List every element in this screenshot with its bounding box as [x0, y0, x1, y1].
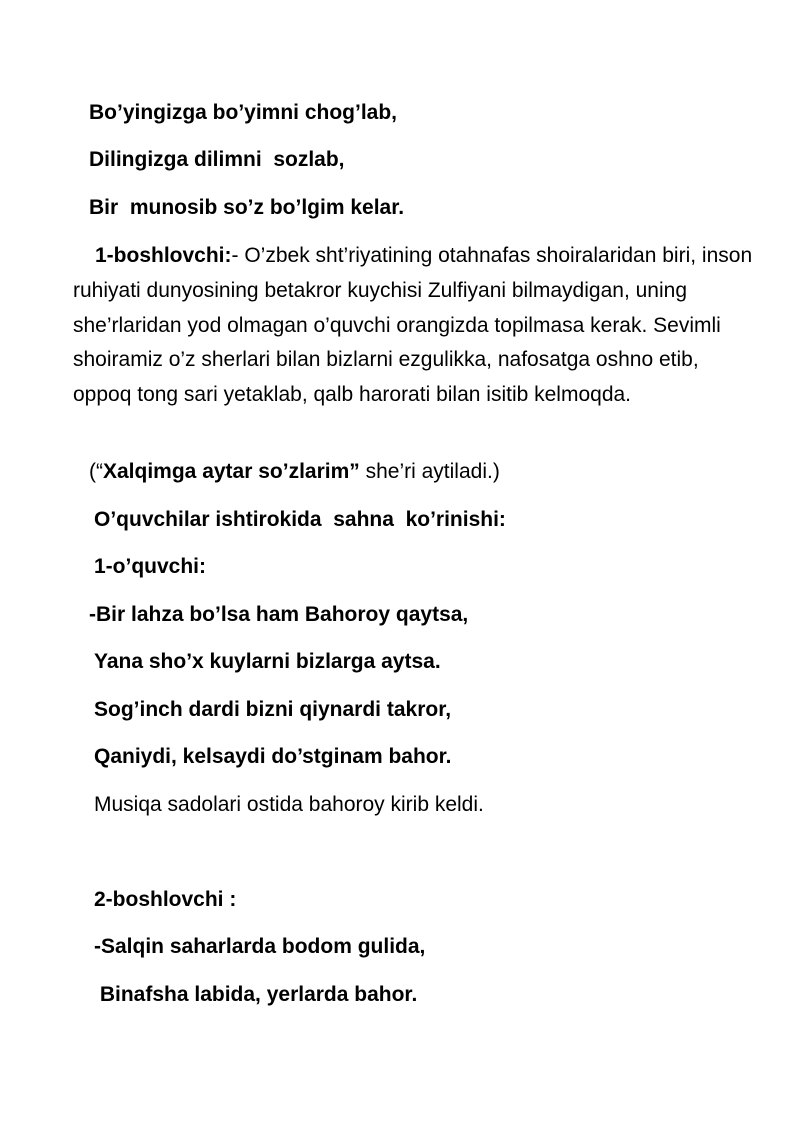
poem2-line-4: Qaniydi, kelsaydi do’stginam bahor.	[94, 745, 452, 768]
poem2-line-2: Yana sho’x kuylarni bizlarga aytsa.	[94, 650, 441, 673]
recital-note	[89, 458, 500, 486]
poem3-line-1: -Salqin saharlarda bodom gulida,	[94, 935, 426, 958]
scene-title: O’quvchilar ishtirokida sahna ko’rinishi:	[94, 508, 506, 531]
recital-rest: she’ri aytiladi.)	[359, 460, 500, 483]
poem2-line-3: Sog’inch dardi bizni qiynardi takror,	[94, 698, 452, 721]
speaker2-label: 2-boshlovchi :	[94, 888, 237, 911]
speech1-speaker: 1-boshlovchi:	[95, 244, 232, 267]
poem1-line-1: Bo’yingizga bo’yimni chog’lab,	[89, 101, 398, 124]
speech1-paragraph	[73, 239, 753, 413]
speech1-text: - O’zbek sht’riyatining otahnafas shoiralaridan biri, inson ruhiyati dunyosining betakror kuychisi Zulfiyani bilmaydigan, uning she’rlaridan yod olmagan o’quvchi orangizda topilmasa kerak. Sevimli shoiramiz o’z sherlari bilan bizlarni ezgulikka, nafosatga oshno etib, oppoq tong sari yetaklab, qalb harorati bilan isitib kelmoqda.	[73, 244, 753, 407]
poem1-line-3: Bir munosib so’z bo’lgim kelar.	[89, 196, 405, 219]
reader1-label: 1-o’quvchi:	[94, 555, 207, 578]
stage-note: Musiqa sadolari ostida bahoroy kirib keldi.	[94, 793, 484, 816]
recital-open: (“	[89, 460, 103, 483]
poem1-line-2: Dilingizga dilimni sozlab,	[89, 148, 345, 171]
poem3-line-2: Binafsha labida, yerlarda bahor.	[94, 983, 418, 1006]
recital-title: Xalqimga aytar so’zlarim”	[103, 460, 360, 483]
poem2-line-1: -Bir lahza bo’lsa ham Bahoroy qaytsa,	[89, 603, 469, 626]
